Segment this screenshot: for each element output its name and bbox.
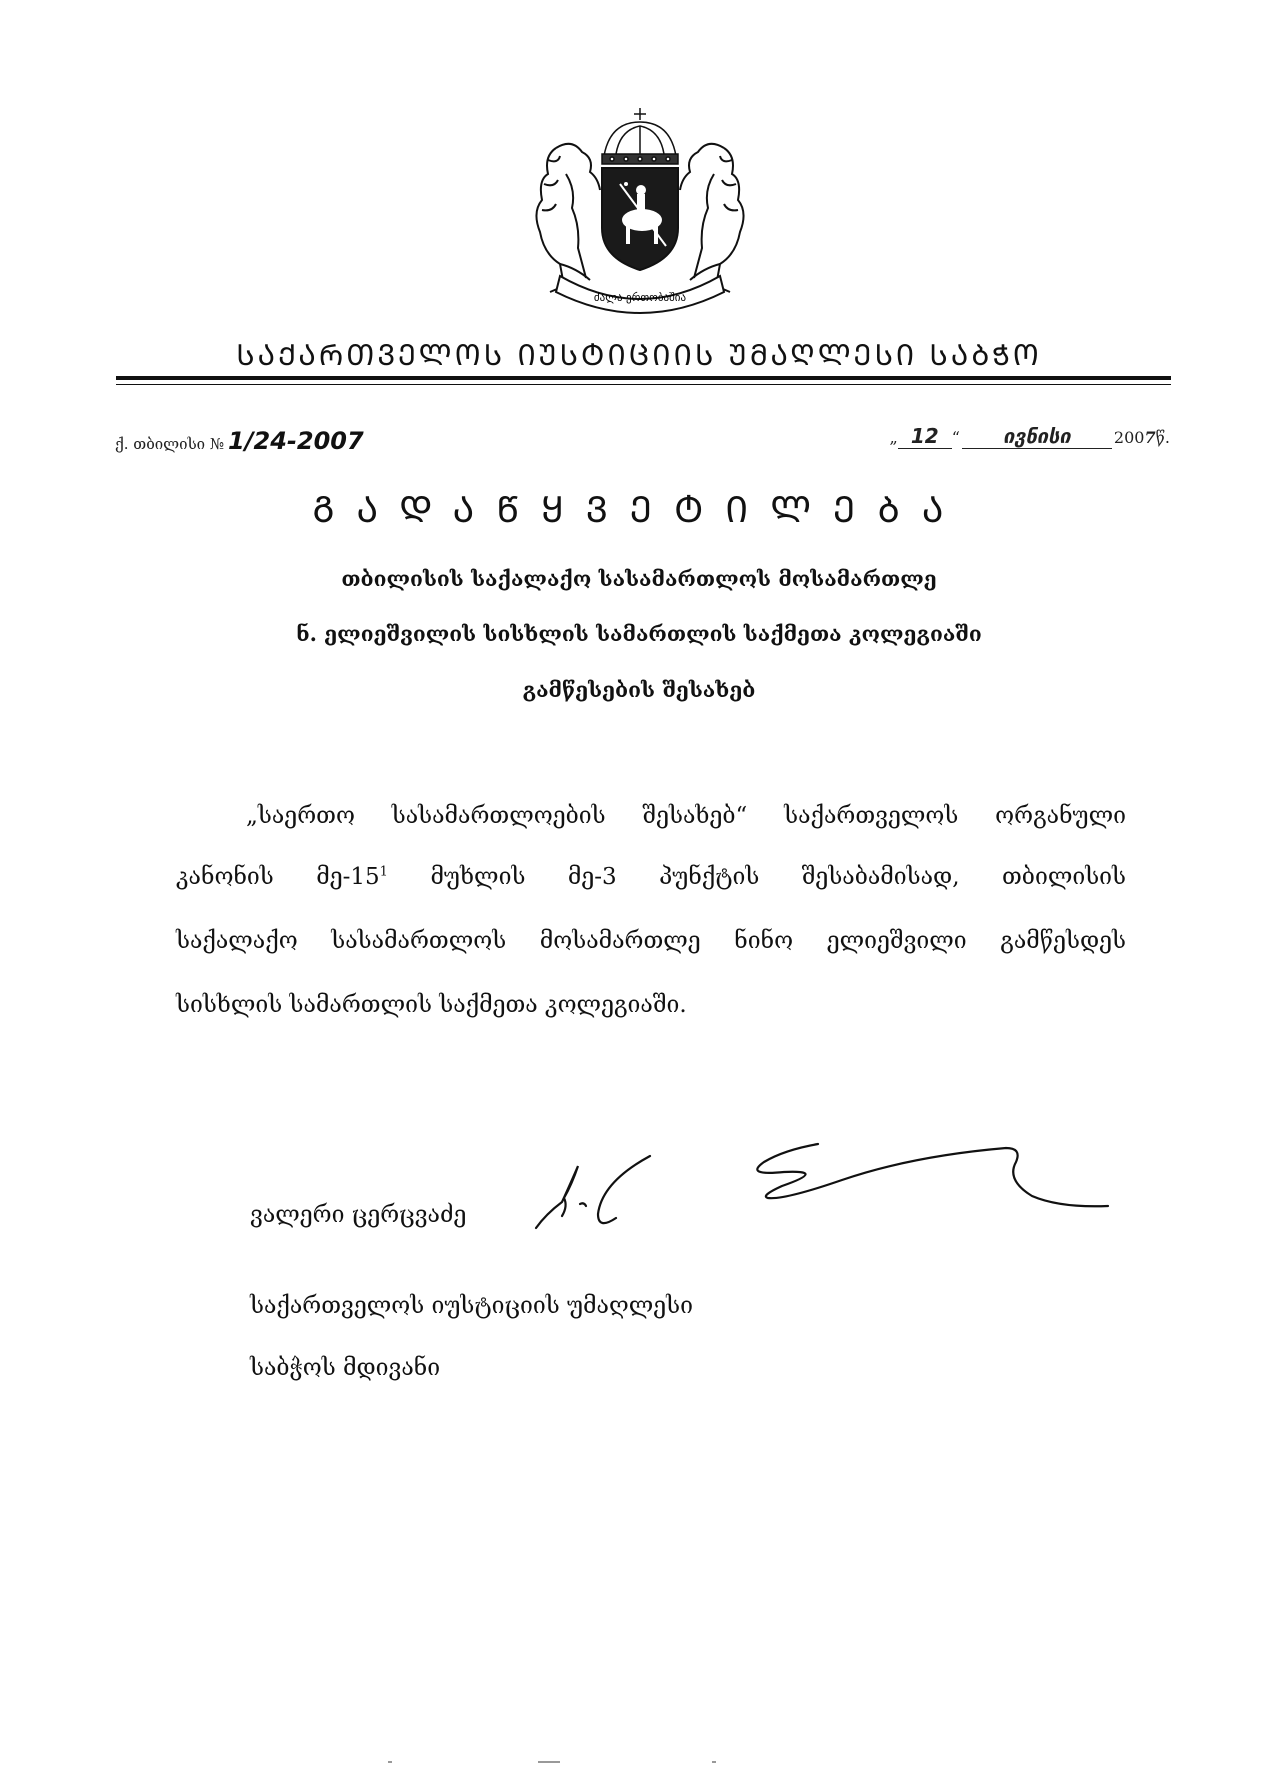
body-line-1: „საერთო სასამართლოების შესახებ“ საქართველოს ორგანული [246, 803, 1126, 829]
subject-line-1: თბილისის საქალაქო სასამართლოს მოსამართლე [341, 566, 937, 591]
reference-number: 1/24-2007 [228, 427, 364, 455]
coat-of-arms-emblem [520, 108, 760, 316]
signer-position-line-1: საქართველოს იუსტიციის უმაღლესი [250, 1293, 693, 1319]
date-month: ივნისი [962, 424, 1112, 449]
header-divider-thick [116, 376, 1171, 380]
document-date [889, 424, 1170, 449]
scan-artifact [538, 1761, 560, 1763]
signer-position-line-2: საბჭოს მდივანი [250, 1355, 441, 1381]
reference-city-prefix: ქ. თბილისი № [115, 435, 225, 453]
date-day: 12 [898, 424, 952, 449]
body-line-2-start: კანონის მე-15 [176, 864, 380, 890]
article-superscript: 1 [379, 864, 388, 880]
body-line-2-end: მუხლის მე-3 პუნქტის შესაბამისად, თბილისის [387, 864, 1127, 890]
organization-title: ᲡᲐᲥᲐᲠᲗᲕᲔᲚᲝᲡ ᲘᲣᲡᲢᲘᲪᲘᲘᲡ ᲣᲛᲐᲦᲚᲔᲡᲘ ᲡᲐᲑᲭᲝ [236, 338, 1042, 372]
emblem-motto-text: ძალა ერთობაშია [593, 291, 687, 304]
subject-line-2: ნ. ელიეშვილის სისხლის სამართლის საქმეთა კოლეგიაში [296, 621, 982, 646]
document-reference [115, 427, 364, 455]
signer-name: ვალერი ცერცვაძე [250, 1202, 467, 1228]
date-close-quote: “ [951, 428, 960, 447]
date-suffix: წ. [1155, 428, 1170, 447]
scan-artifact [388, 1761, 392, 1763]
date-year-prefix: 200 [1113, 428, 1145, 447]
header-divider-thin [116, 384, 1171, 385]
handwritten-signature [532, 1140, 1132, 1260]
date-year-suffix: 7 [1144, 428, 1156, 447]
body-line-3: საქალაქო სასამართლოს მოსამართლე ნინო ელიეშვილი გამწესდეს [176, 928, 1126, 954]
subject-line-3: გამწესების შესახებ [522, 677, 756, 702]
scan-artifact [712, 1761, 716, 1763]
crown-icon [602, 108, 678, 164]
body-line-4: სისხლის სამართლის საქმეთა კოლეგიაში. [176, 992, 687, 1018]
body-line-2 [176, 864, 1126, 890]
left-lion-icon [536, 144, 600, 292]
document-type-heading: ᲒᲐᲓᲐᲬᲧᲕᲔᲢᲘᲚᲔᲑᲐ [312, 490, 966, 531]
right-lion-icon [680, 144, 744, 292]
date-open-quote: „ [889, 428, 898, 447]
